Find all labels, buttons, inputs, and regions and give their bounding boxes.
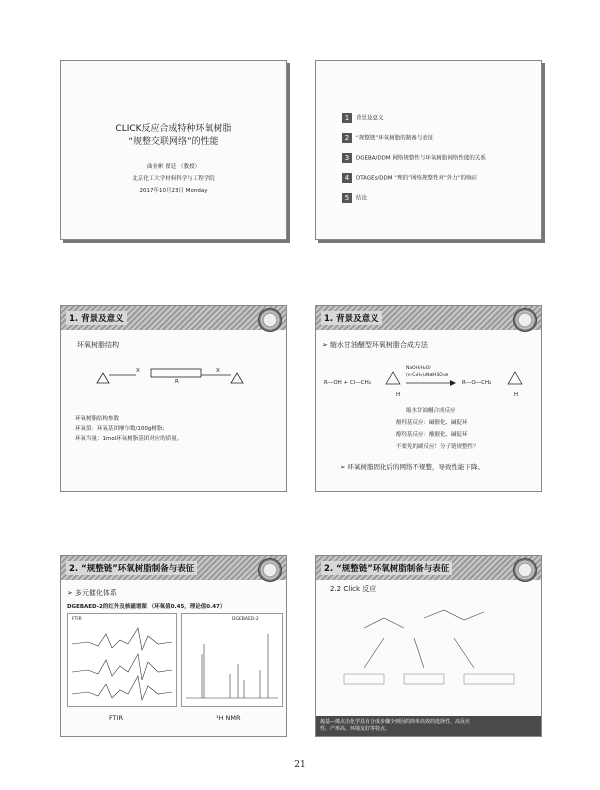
- slide1-title-line2: “规整交联网络”的性能: [128, 137, 219, 147]
- slide1-title-line1: CLICK反应合成特种环氧树脂: [115, 124, 232, 134]
- slide-epoxy-structure: [60, 305, 287, 492]
- slide-header-bar: [61, 306, 286, 330]
- reaction-h-right: H: [514, 392, 519, 398]
- synthesis-line-4: 不要免的副反应！分子链规整性？: [396, 444, 479, 450]
- page-number: 21: [294, 760, 306, 770]
- university-logo-icon: [513, 558, 537, 582]
- slide-characterization: [60, 555, 287, 737]
- agenda-item-5: 5 结论: [342, 193, 367, 203]
- synthesis-line-3: 醇羟基反应：酸催化、碱促环: [396, 432, 468, 438]
- click-chemistry-banner: [316, 716, 541, 736]
- reaction-condition-1: NaOH/H₂O/: [406, 366, 431, 371]
- slide6-subtitle: 2.2 Click 反应: [330, 585, 377, 593]
- reaction-h-left: H: [396, 392, 401, 398]
- param-epoxy-equivalent: 环氧当量：1mol环氧树脂基团对应的质量。: [75, 436, 183, 442]
- slide4-bullet-2: ➢ 环氧树脂固化后的网络不规整，导致性能下降。: [340, 462, 484, 471]
- label-x1: X: [136, 368, 140, 374]
- nmr-spectrum-image: [181, 613, 283, 707]
- banner-text: 巯基—烯点击化学具有合成步骤少到因的简单高效的选择性、高反应性、产率高、环境友好等特点。: [320, 719, 471, 732]
- slide-header-title: 2. “规整链”环氧树脂制备与表征: [66, 561, 197, 575]
- reaction-reactants: R—OH + Cl—CH₂: [324, 380, 371, 386]
- ftir-spectrum-traces: [68, 614, 176, 706]
- reaction-condition-2: (n-C₄H₉)₄N⊕HSO₄⊖: [406, 373, 449, 378]
- university-logo-icon: [258, 308, 282, 332]
- slide5-bullet: ➢ 多元催化体系: [67, 588, 117, 598]
- slide1-date: 2017年10月23日 Monday: [139, 188, 208, 194]
- slide4-bullet-1: ➢ 缩水甘油醚型环氧树脂合成方法: [322, 340, 428, 350]
- reaction-product: R—O—CH₂: [462, 380, 492, 386]
- nmr-spectrum-traces: [182, 614, 282, 706]
- university-logo-icon: [513, 308, 537, 332]
- reaction-arrow-icon: [406, 380, 456, 386]
- params-title: 环氧树脂结构参数: [75, 416, 120, 422]
- slide-header-title: 2. “规整链”环氧树脂制备与表征: [321, 561, 452, 575]
- ftir-spectrum-image: [67, 613, 177, 707]
- synthesis-line-1: 缩水甘油醚合成反应: [406, 408, 456, 414]
- slide3-subtitle: 环氧树脂结构: [77, 341, 119, 349]
- slide-header-bar: [61, 556, 286, 580]
- nmr-plot-label: DGEBAED-2: [232, 617, 259, 622]
- synthesis-line-2: 酚羟基反应：碱催化、碱促环: [396, 420, 468, 426]
- slide-title: [60, 60, 287, 240]
- figure-title: DGEBAED-2的红外及核磁谱图 （环氧值0.45，理论值0.47）: [67, 604, 226, 610]
- label-x2: X: [216, 368, 220, 374]
- agenda-item-1: 1 背景及意义: [342, 113, 384, 123]
- slide-header-bar: [316, 306, 541, 330]
- slide-agenda: [315, 60, 542, 240]
- agenda-item-2: 2 “规整链”环氧树脂的制备与表征: [342, 133, 433, 143]
- epoxide-ring-icon: [384, 368, 404, 390]
- slide-header-bar: [316, 556, 541, 580]
- param-epoxy-value: 环氧值：环氧基团摩尔数/100g树脂；: [75, 426, 168, 432]
- epoxy-structure-diagram: [91, 361, 261, 391]
- nmr-caption: ¹H NMR: [216, 714, 241, 722]
- slide-synthesis-method: [315, 305, 542, 492]
- ftir-plot-label: FTIR: [72, 617, 82, 622]
- slide-header-title: 1. 背景及意义: [321, 311, 382, 325]
- epoxide-ring-icon: [506, 368, 526, 390]
- agenda-item-4: 4 DTAGEs/DDM “理的”网络规整性对“外力”的响应: [342, 173, 477, 183]
- slide1-authors: 曲业彬 翟廷 （教授）: [147, 164, 200, 170]
- slide1-organization: 北京化工大学材料科学与工程学院: [132, 176, 215, 182]
- agenda-item-3: 3 DGEBA/DDM 网络规整性与环氧树脂网络性能的关系: [342, 153, 486, 163]
- ftir-caption: FTIR: [109, 714, 124, 722]
- university-logo-icon: [258, 558, 282, 582]
- slide-click-reaction: [315, 555, 542, 737]
- label-r: R: [175, 379, 179, 385]
- slide-header-title: 1. 背景及意义: [66, 311, 127, 325]
- click-reaction-scheme: [324, 598, 534, 706]
